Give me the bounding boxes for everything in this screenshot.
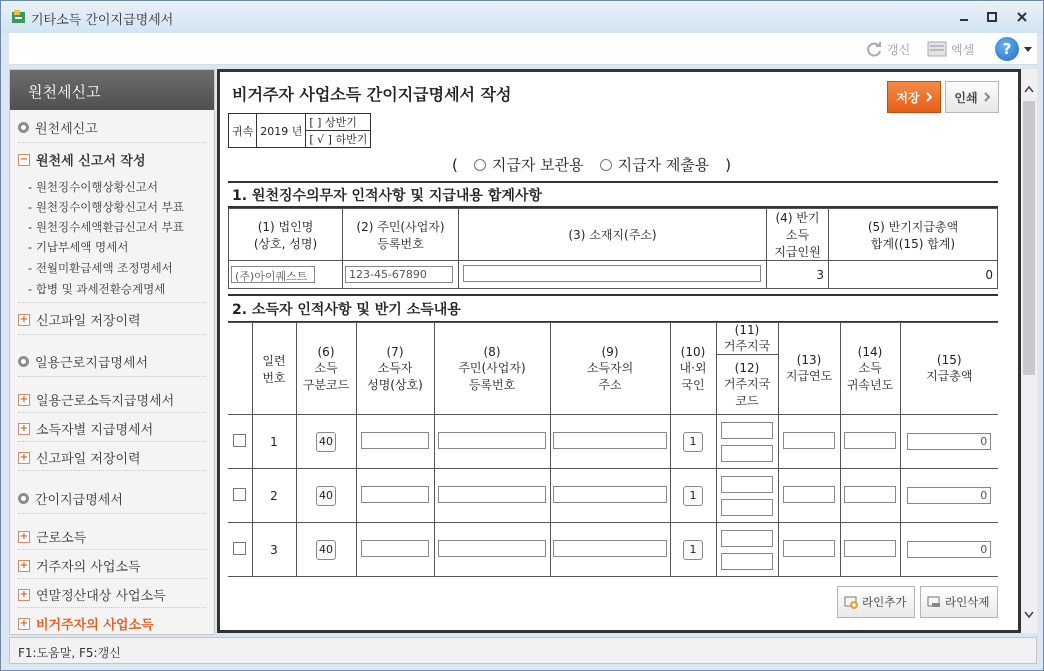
- attribution-label: 귀속: [229, 114, 257, 148]
- sidebar-subitem-label: 원천징수이행상황신고서 부표: [35, 200, 184, 214]
- attribution-year: 2019 년: [257, 114, 306, 148]
- refresh-icon: [865, 40, 883, 58]
- country-field[interactable]: [721, 476, 773, 493]
- sidebar-subitem[interactable]: [28, 239, 128, 255]
- reg-cell: [434, 415, 550, 469]
- reg-no-field[interactable]: 123-45-67890: [345, 266, 453, 283]
- code-cell: [296, 523, 356, 577]
- col-resident: (10) 내·외 국인: [670, 323, 716, 415]
- sidebar-file-history-2[interactable]: [18, 448, 206, 467]
- name-cell: [356, 415, 434, 469]
- sidebar-item-label: 연말정산대상 사업소득: [36, 589, 166, 604]
- attr-year-cell: [840, 523, 900, 577]
- code-field[interactable]: 40: [316, 486, 336, 506]
- divider: [18, 412, 206, 413]
- amount-field[interactable]: 0: [907, 487, 991, 504]
- col-code: (6) 소득 구분코드: [296, 323, 356, 415]
- sidebar-item-label: 일용근로소득지급명세서: [36, 394, 175, 409]
- dash: -: [28, 261, 36, 275]
- save-label: 저장: [896, 90, 920, 105]
- country-code-field[interactable]: [721, 553, 773, 570]
- amount-cell: [900, 523, 998, 577]
- second-half-mark: [ √ ]: [309, 133, 332, 146]
- sidebar-subitem[interactable]: [28, 281, 165, 297]
- print-label: 인쇄: [954, 90, 978, 105]
- sidebar-section-simple[interactable]: [18, 489, 206, 508]
- pay-year-cell: [778, 415, 840, 469]
- reg-no-cell: [343, 261, 459, 289]
- submit-copy-label: 지급자 제출용: [617, 156, 710, 174]
- divider: [18, 441, 206, 442]
- sidebar-item-yearend-business[interactable]: [18, 585, 206, 604]
- dash: -: [28, 200, 36, 214]
- col-seq: 일련 번호: [252, 323, 296, 415]
- seq-cell: 2: [252, 469, 296, 523]
- second-half-label: 하반기: [335, 133, 368, 146]
- sidebar-subitem-label: 원천징수이행상황신고서: [35, 180, 159, 194]
- country-code-field[interactable]: [721, 499, 773, 516]
- address-field[interactable]: [463, 265, 761, 282]
- maximize-icon: [987, 12, 997, 22]
- dash: -: [28, 240, 36, 254]
- resident-field[interactable]: 1: [683, 540, 703, 560]
- submit-copy-option[interactable]: [600, 154, 710, 175]
- help-button[interactable]: [995, 37, 1019, 61]
- payer-copy-label: 지급자 보관용: [491, 156, 584, 174]
- reg-field[interactable]: [438, 432, 546, 449]
- first-half-option[interactable]: [306, 114, 371, 131]
- sidebar-header: 원천세신고: [10, 70, 214, 110]
- code-cell: [296, 469, 356, 523]
- attr-year-field[interactable]: [844, 486, 896, 503]
- divider: [18, 607, 206, 608]
- country-cell: [716, 415, 778, 469]
- pay-year-field[interactable]: [783, 486, 835, 503]
- dash: -: [28, 180, 36, 194]
- status-text: F1:도움말, F5:갱신: [18, 646, 121, 660]
- sidebar-section-label: 일용근로지급명세서: [35, 356, 149, 371]
- addr-field[interactable]: [553, 432, 667, 449]
- scroll-up-icon[interactable]: [1024, 85, 1034, 93]
- save-button[interactable]: [887, 81, 941, 113]
- name-field[interactable]: [361, 486, 429, 503]
- addr-cell: [550, 415, 670, 469]
- refresh-button[interactable]: [865, 39, 910, 59]
- name-cell: [356, 523, 434, 577]
- table-row: [228, 469, 998, 523]
- add-line-icon: [844, 595, 858, 609]
- sidebar-item-label: 거주자의 사업소득: [36, 560, 141, 575]
- app-icon: [11, 9, 26, 24]
- expand-icon: +: [19, 451, 29, 463]
- corp-name-cell: [229, 261, 343, 289]
- add-line-button[interactable]: [837, 586, 915, 618]
- sidebar-file-history-1[interactable]: [18, 310, 206, 329]
- sidebar-subitem[interactable]: [28, 260, 173, 276]
- sidebar-item-label: 신고파일 저장이력: [36, 452, 141, 467]
- ring-icon: [18, 122, 29, 133]
- sidebar-subitem-label: 합병 및 과세전환승계명세: [35, 282, 166, 296]
- sidebar-subitem[interactable]: [28, 199, 184, 215]
- sidebar-item-earned-income[interactable]: [18, 527, 206, 546]
- sidebar-group-label: 원천세 신고서 작성: [36, 154, 146, 169]
- reg-cell: [434, 523, 550, 577]
- sidebar-section-label: 원천세신고: [35, 122, 98, 137]
- ring-icon: [18, 356, 29, 367]
- table-row: [228, 523, 998, 577]
- attr-year-field[interactable]: [844, 540, 896, 557]
- delete-line-icon: [927, 595, 941, 609]
- col-pay-year: (13) 지급연도: [778, 323, 840, 415]
- paren-close: ): [725, 155, 732, 174]
- sidebar-section-label: 간이지급명세서: [35, 493, 123, 508]
- col-address: (3) 소재지(주소): [459, 209, 767, 261]
- section-divider: [228, 294, 998, 296]
- excel-button[interactable]: [927, 39, 974, 59]
- col-corp-name: (1) 법인명 (상호, 성명): [229, 209, 343, 261]
- name-field[interactable]: [361, 432, 429, 449]
- section-divider: [228, 181, 998, 183]
- toolbar: [9, 33, 1037, 65]
- col-addr: (9) 소득자의 주소: [550, 323, 670, 415]
- ring-icon: [18, 493, 29, 504]
- col-total: (5) 반기지급총액 합계((15) 합계): [829, 209, 998, 261]
- seq-cell: 1: [252, 415, 296, 469]
- resident-cell: [670, 523, 716, 577]
- expand-icon: +: [19, 588, 29, 600]
- sidebar-subitem-label: 기납부세액 명세서: [35, 240, 129, 254]
- code-field[interactable]: 40: [316, 540, 336, 560]
- dash: -: [28, 220, 36, 234]
- sidebar-subitem[interactable]: [28, 219, 184, 235]
- sidebar-group-withholding-report[interactable]: [18, 150, 206, 169]
- row-checkbox[interactable]: [233, 542, 246, 555]
- minimize-button[interactable]: [953, 7, 975, 27]
- corp-name-field[interactable]: (주)아이퀘스트: [231, 266, 315, 283]
- total-cell: 0: [829, 261, 998, 289]
- title-bar: [1, 1, 1043, 33]
- excel-icon: [927, 40, 947, 58]
- divider: [18, 376, 206, 377]
- reg-field[interactable]: [438, 540, 546, 557]
- expand-icon: +: [19, 559, 29, 571]
- close-icon: [1017, 12, 1027, 22]
- maximize-button[interactable]: [981, 7, 1003, 27]
- sidebar: [9, 69, 215, 635]
- copy-option-row: [452, 154, 731, 175]
- resident-field[interactable]: 1: [683, 432, 703, 452]
- row-checkbox[interactable]: [233, 488, 246, 501]
- window-title: 기타소득 간이지급명세서: [31, 13, 174, 28]
- col-country: (11) 거주지국: [716, 323, 778, 355]
- col-name: (7) 소득자 성명(상호): [356, 323, 434, 415]
- sidebar-item-label: 신고파일 저장이력: [36, 314, 141, 329]
- divider: [18, 334, 206, 335]
- count-cell: 3: [767, 261, 829, 289]
- chevron-down-icon[interactable]: [1024, 47, 1032, 53]
- first-half-label: 상반기: [324, 116, 357, 129]
- vertical-scrollbar[interactable]: [1021, 69, 1037, 633]
- seq-cell: 3: [252, 523, 296, 577]
- reg-cell: [434, 469, 550, 523]
- dash: -: [28, 282, 36, 296]
- amount-cell: [900, 415, 998, 469]
- section2-title: 2. 소득자 인적사항 및 반기 소득내용: [232, 302, 461, 318]
- refresh-label: 갱신: [887, 42, 911, 57]
- country-cell: [716, 523, 778, 577]
- sidebar-item-label: 소득자별 지급명세서: [36, 423, 154, 438]
- col-amount: (15) 지급총액: [900, 323, 998, 415]
- row-select-cell: [228, 415, 252, 469]
- delete-line-label: 라인삭제: [945, 595, 990, 609]
- divider: [18, 142, 206, 143]
- expand-icon: +: [19, 617, 29, 629]
- sidebar-item-resident-business[interactable]: [18, 556, 206, 575]
- first-half-mark: [ ]: [309, 116, 322, 129]
- payer-copy-option[interactable]: [474, 154, 584, 175]
- section1-title: 1. 원천징수의무자 인적사항 및 지급내용 합계사항: [232, 188, 542, 204]
- expand-icon: +: [19, 422, 29, 434]
- scroll-down-icon[interactable]: [1024, 611, 1034, 619]
- divider: [18, 470, 206, 471]
- reg-field[interactable]: [438, 486, 546, 503]
- addr-field[interactable]: [553, 540, 667, 557]
- col-reg-no: (2) 주민(사업자) 등록번호: [343, 209, 459, 261]
- address-cell: [459, 261, 767, 289]
- country-code-field[interactable]: [721, 445, 773, 462]
- expand-icon: +: [19, 393, 29, 405]
- country-field[interactable]: [721, 422, 773, 439]
- expand-icon: +: [19, 313, 29, 325]
- attr-year-cell: [840, 469, 900, 523]
- close-button[interactable]: [1011, 7, 1033, 27]
- earner-table: [228, 322, 998, 577]
- sidebar-item-label: 비거주자의 사업소득: [36, 618, 154, 633]
- expand-icon: +: [19, 530, 29, 542]
- addr-cell: [550, 523, 670, 577]
- addr-cell: [550, 469, 670, 523]
- table-row: [228, 415, 998, 469]
- col-country-code: (12) 거주지국 코드: [716, 355, 778, 415]
- delete-line-button[interactable]: [920, 586, 998, 618]
- chevron-right-icon: [984, 92, 990, 102]
- form-title: 비거주자 사업소득 간이지급명세서 작성: [232, 85, 512, 104]
- pay-year-cell: [778, 523, 840, 577]
- attribution-table: [228, 113, 371, 148]
- amount-field[interactable]: 0: [907, 541, 991, 558]
- status-bar: [9, 637, 1037, 664]
- help-icon: ?: [1002, 40, 1012, 58]
- add-line-label: 라인추가: [862, 595, 907, 609]
- sidebar-subitem-label: 전월미환급세액 조정명세서: [35, 261, 173, 275]
- collapse-icon: −: [19, 153, 29, 165]
- resident-cell: [670, 415, 716, 469]
- row-checkbox[interactable]: [233, 434, 246, 447]
- addr-field[interactable]: [553, 486, 667, 503]
- radio-button[interactable]: [600, 159, 612, 171]
- col-reg: (8) 주민(사업자) 등록번호: [434, 323, 550, 415]
- amount-field[interactable]: 0: [907, 433, 991, 450]
- pay-year-field[interactable]: [783, 432, 835, 449]
- divider: [18, 302, 206, 303]
- sidebar-subitem-label: 원천징수세액환급신고서 부표: [35, 220, 184, 234]
- second-half-option[interactable]: [306, 131, 371, 148]
- name-cell: [356, 469, 434, 523]
- minimize-icon: [959, 12, 969, 22]
- sidebar-section-daily[interactable]: [18, 352, 206, 371]
- sidebar-subitem[interactable]: [28, 179, 158, 195]
- divider: [18, 549, 206, 550]
- radio-button[interactable]: [474, 159, 486, 171]
- name-field[interactable]: [361, 540, 429, 557]
- code-cell: [296, 415, 356, 469]
- country-field[interactable]: [721, 530, 773, 547]
- pay-year-field[interactable]: [783, 540, 835, 557]
- sidebar-section-withholding[interactable]: [18, 118, 206, 137]
- pay-year-cell: [778, 469, 840, 523]
- sidebar-item-earner-statement[interactable]: [18, 419, 206, 438]
- resident-field[interactable]: 1: [683, 486, 703, 506]
- divider: [18, 513, 206, 514]
- code-field[interactable]: 40: [316, 432, 336, 452]
- row-select-cell: [228, 523, 252, 577]
- col-count: (4) 반기 소득 지급인원: [767, 209, 829, 261]
- col-attr-year: (14) 소득 귀속년도: [840, 323, 900, 415]
- resident-cell: [670, 469, 716, 523]
- row-select-cell: [228, 469, 252, 523]
- sidebar-item-nonresident-business[interactable]: [18, 614, 206, 633]
- country-cell: [716, 469, 778, 523]
- sidebar-item-label: 근로소득: [36, 531, 87, 546]
- print-button[interactable]: [945, 81, 999, 113]
- withholder-table: [228, 208, 998, 289]
- paren-open: (: [452, 155, 458, 174]
- scrollbar-thumb[interactable]: [1023, 101, 1035, 375]
- excel-label: 엑셀: [951, 42, 975, 57]
- attr-year-cell: [840, 415, 900, 469]
- col-select: [228, 323, 252, 415]
- sidebar-item-daily-income[interactable]: [18, 390, 206, 409]
- attr-year-field[interactable]: [844, 432, 896, 449]
- form-panel: [217, 69, 1021, 633]
- chevron-right-icon: [926, 92, 932, 102]
- divider: [18, 578, 206, 579]
- amount-cell: [900, 469, 998, 523]
